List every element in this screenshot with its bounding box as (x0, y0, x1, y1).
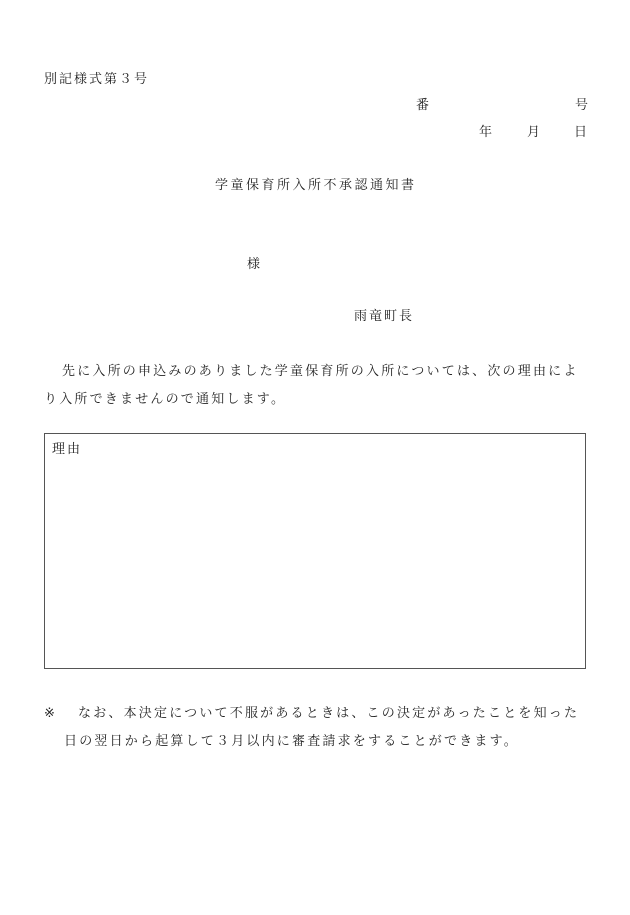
document-number-prefix: 番 (416, 98, 432, 113)
issuer-name: 雨竜町長 (354, 309, 415, 324)
reason-label: 理由 (52, 442, 83, 457)
date-day-label: 日 (574, 125, 590, 140)
addressee-suffix: 様 (247, 257, 263, 272)
form-number-label: 別記様式第３号 (44, 72, 150, 87)
note-mark: ※ (44, 706, 58, 721)
note-line-2: 日の翌日から起算して３月以内に審査請求をすることができます。 (64, 734, 519, 749)
document-title: 学童保育所入所不承認通知書 (215, 178, 417, 193)
date-month-label: 月 (527, 125, 543, 140)
reason-box (44, 433, 586, 669)
body-paragraph (44, 358, 592, 414)
document-number-suffix: 号 (575, 98, 591, 113)
note-line-1: なお、本決定について不服があるときは、この決定があったことを知った (78, 706, 580, 721)
body-text: 先に入所の申込みのありました学童保育所の入所については、次の理由により入所できませんので通知します。 (44, 364, 579, 407)
date-year-label: 年 (479, 125, 495, 140)
